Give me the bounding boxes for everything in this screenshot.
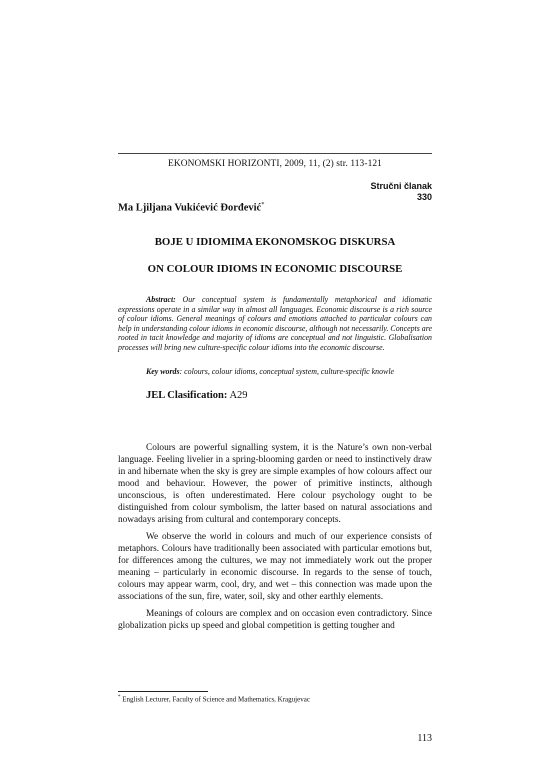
jel-classification [146,390,248,401]
body-paragraph: We observe the world in colours and much of our experience consists of metaphors. Colours have traditionally been associated with particular emotions but, for differences among the cultures, we may not immediately work out the proper meaning – particularly in economic discourse. In regards to the sense of touch, colours may appear warm, cool, dry, and wet – this connection was made upon the associations of the sun, fire, water, soil, sky and other earthly elements. [118,532,432,602]
footnote-text: English Lecturer, Faculty of Science and Mathematics, Kragujevac [122,695,310,704]
article-type-label: Stručni članak [370,181,432,191]
author-name [118,201,264,214]
title-serbian: BOJE U IDIOMIMA EKONOMSKOG DISKURSA [154,236,396,248]
page-number: 113 [417,733,432,744]
footnote-rule [118,691,208,692]
body-paragraph: Colours are powerful signalling system, it is the Nature’s own non-verbal language. Feeling livelier in a spring-blooming garden or need to instinctively draw in and hibernate when the sky is grey are simple examples of how colours affect our mood and behaviour. However, the power of primitive instincts, although unconscious, is often underestimated. Here colour psychology ought to be distinguished from colour symbolism, the latter based on natural associations and nowadays arising from cultural and contemporary concepts. [118,443,432,525]
article-type [370,181,432,203]
abstract-text: Our conceptual system is fundamentally metaphorical and idiomatic expressions operate in a similar way in almost all languages. Economic discourse is a rich source of colour idioms. General meanings of colours and emotions attached to particular colours can help in understanding colour idioms in economic discourse, although not necessarily. Concepts are rooted in tacit knowledge and majority of idioms are conceptual and not linguistic. Globalisation processes will bring new culture-specific colour idioms into the economic discourse. [118,295,432,352]
author-footnote-marker: * [261,201,265,208]
header-rule [118,153,432,154]
jel-label: JEL Clasification: [146,390,228,401]
footnote-marker: * [118,695,121,700]
author-name-text: Ma Ljiljana Vukićević Đorđević [118,202,262,214]
body-text [118,442,432,637]
running-head: EKONOMSKI HORIZONTI, 2009, 11, (2) str. 113-121 [168,159,382,169]
title-english: ON COLOUR IDIOMS IN ECONOMIC DISCOURSE [147,263,403,275]
jel-value: A29 [229,390,248,401]
keywords [146,367,436,377]
footnote [118,695,432,703]
keywords-label: Key words [146,367,180,376]
abstract-label: Abstract: [146,295,176,304]
keywords-text: : colours, colour idioms, conceptual system, culture-specific knowle [179,367,395,376]
abstract [118,295,432,352]
body-paragraph: Meanings of colours are complex and on occasion even contradictory. Since globalization picks up speed and global competition is getting tougher and [118,609,432,631]
article-type-number: 330 [416,192,432,202]
